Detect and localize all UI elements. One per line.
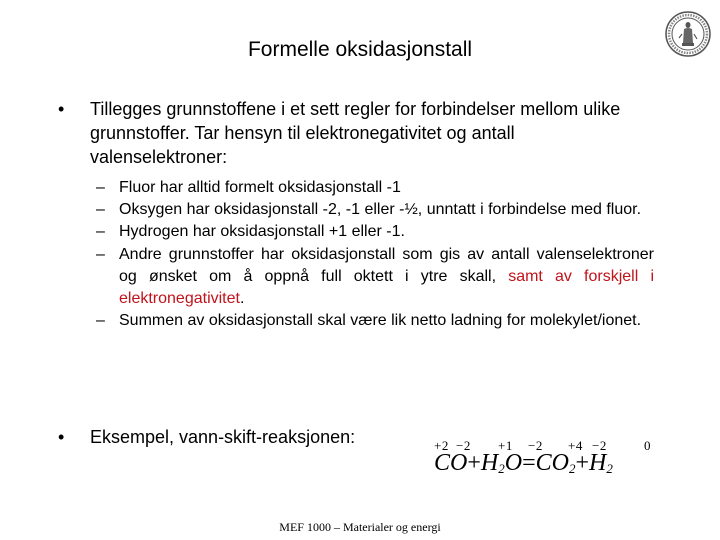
ox-number: −2 [528,438,543,453]
rule-list [96,177,654,332]
element-symbol: O [551,450,569,476]
ox-number: +4 [568,438,583,453]
rule-item [96,310,654,332]
bullet-text: Eksempel, vann-skift-reaksjonen: [90,427,356,447]
equation [432,438,672,482]
rule-text: Oksygen har oksidasjonstall -2, -1 eller -½, unntatt i forbindelse med fluor. [119,201,642,219]
rule-dash: – [96,312,105,330]
plus-sign: + [467,450,481,476]
rule-text: Fluor har alltid formelt oksidasjonstall -1 [119,179,401,196]
rule-text: Summen av oksidasjonstall skal være lik netto ladning for molekylet/ionet. [119,312,642,330]
rule-item [96,199,654,221]
equals-sign: = [522,450,536,476]
subscript: 2 [606,461,613,476]
university-seal-icon [664,10,712,58]
rule-highlight: samt av forskjell i elektronegativitet [119,267,654,308]
rule-text: Hydrogen har oksidasjonstall +1 eller -1. [119,223,405,241]
ox-number: +2 [434,438,449,453]
subscript: 2 [498,461,505,476]
element-symbol: H [589,450,607,476]
element-symbol: C [535,450,552,476]
ox-number: 0 [644,438,651,453]
bullet-marker: • [58,99,65,119]
plus-sign: + [575,450,590,476]
rule-dash: – [96,201,105,219]
rule-dash: – [96,179,105,196]
rule-dash: – [96,245,105,263]
rule-text: Andre grunnstoffer har oksidasjonstall som gis av antall valenselektroner og ønsket om å oppnå full oktett i ytre skall, [119,245,654,285]
rule-item [96,177,654,199]
ox-number: −2 [456,438,471,453]
rule-item [96,221,654,243]
ox-number: −2 [592,438,607,453]
rule-item [96,244,654,311]
rule-text-end: . [239,290,245,308]
element-symbol: H [480,450,499,476]
bullet-text: Tillegges grunnstoffene i et sett regler for forbindelser mellom ulike grunnstoffer. Tar hensyn til elektronegativitet og antall valenselektroner: [90,99,621,167]
slide-footer: MEF 1000 – Materialer og energi [279,520,441,534]
subscript: 2 [569,461,576,476]
element-symbol: C [434,450,451,476]
bullet-marker: • [58,427,65,447]
element-symbol: O [504,450,523,476]
equation-formula [434,450,613,477]
rule-dash: – [96,223,105,241]
element-symbol: O [450,450,468,476]
ox-number: +1 [498,438,513,453]
slide-title: Formelle oksidasjonstall [247,38,473,61]
